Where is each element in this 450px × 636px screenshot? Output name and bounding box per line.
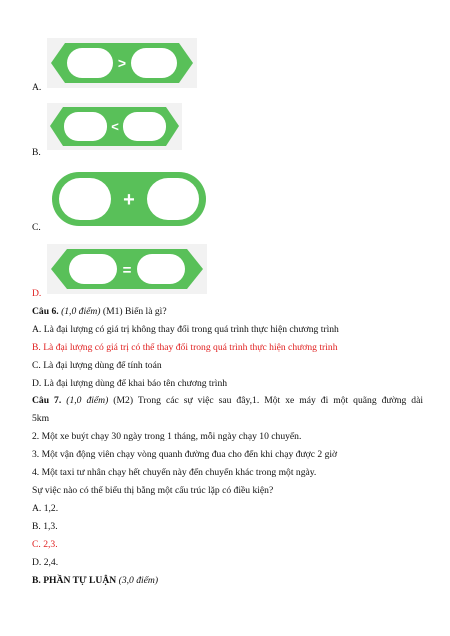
operator-label: > xyxy=(117,55,127,71)
section-b-points: (3,0 điểm) xyxy=(118,575,159,586)
question-6-points: (1,0 điểm) xyxy=(61,306,101,317)
operator-label: + xyxy=(123,189,135,211)
q7-prompt: Sự việc nào có thể biểu thị bằng một cấu trúc lặp có điều kiện? xyxy=(32,485,274,496)
operator-label: = xyxy=(122,262,132,279)
option-d-label: D. xyxy=(32,288,42,299)
q7-option-b: B. 1,3. xyxy=(32,521,58,532)
section-b-title: B. PHẦN TỰ LUẬN xyxy=(32,575,117,586)
option-c-label: C. xyxy=(32,222,41,233)
block-image-plus xyxy=(47,170,209,228)
q7-option-c: C. 2,3. xyxy=(32,539,58,550)
q7-item-3: 3. Một vận động viên chạy vòng quanh đường đua cho đến khi chạy được 2 giờ xyxy=(32,449,338,460)
operator-label: < xyxy=(111,119,119,134)
q7-item-2: 2. Một xe buýt chạy 30 ngày trong 1 tháng, mỗi ngày chạy 10 chuyến. xyxy=(32,431,302,442)
block-image-greater-than xyxy=(47,38,197,88)
question-7-text: (M2) Trong các sự việc sau đây,1. Một xe máy đi một quãng đường dài xyxy=(108,395,424,406)
q6-option-c: C. Là đại lượng dùng để tính toán xyxy=(32,360,162,371)
block-image-less-than xyxy=(47,103,182,150)
option-b-label: B. xyxy=(32,147,41,158)
question-6-heading xyxy=(32,306,167,317)
question-6-title: Câu 6. xyxy=(32,306,59,317)
question-7-heading xyxy=(32,395,423,406)
q6-option-b: B. Là đại lượng có giá trị có thể thay đổi trong quá trình thực hiện chương trình xyxy=(32,342,338,353)
q7-option-a: A. 1,2. xyxy=(32,503,59,514)
section-b-heading xyxy=(32,575,158,586)
block-image-equals xyxy=(47,244,207,294)
question-7-points: (1,0 điểm) xyxy=(66,395,109,406)
question-7-text-cont: 5km xyxy=(32,413,50,424)
question-6-text: (M1) Biến là gì? xyxy=(100,306,167,317)
question-7-title: Câu 7. xyxy=(32,395,62,406)
q7-option-d: D. 2,4. xyxy=(32,557,59,568)
option-a-label: A. xyxy=(32,82,42,93)
q6-option-a: A. Là đại lượng có giá trị không thay đổi trong quá trình thực hiện chương trình xyxy=(32,324,339,335)
q6-option-d: D. Là đại lượng dùng để khai báo tên chương trình xyxy=(32,378,228,389)
q7-item-4: 4. Một taxi tư nhân chạy hết chuyến này đến chuyến khác trong một ngày. xyxy=(32,467,317,478)
